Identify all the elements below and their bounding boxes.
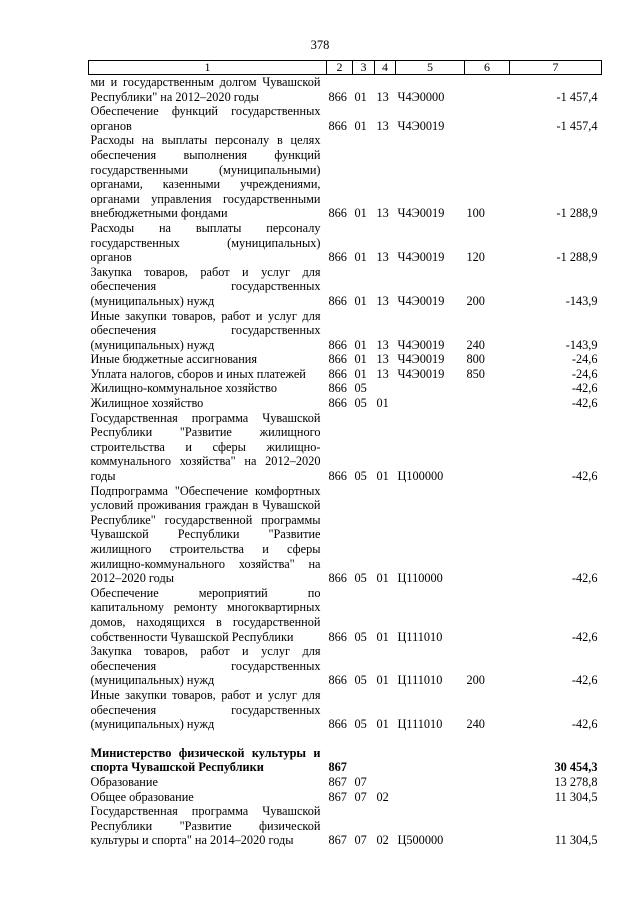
row-csr-code xyxy=(396,396,465,411)
row-sum: -1 288,9 xyxy=(556,250,598,265)
row-name: Расходы на выплаты персоналу государственных (муниципальных) органов xyxy=(90,220,321,265)
row-pr-code: 13 xyxy=(376,293,389,308)
row-csr-code: Ч4Э0000 xyxy=(397,89,445,104)
row-csr-code: Ч4Э0019 xyxy=(397,352,445,367)
row-gr-code: 866 xyxy=(328,89,347,104)
row-sum: 13 278,8 xyxy=(554,774,598,789)
page-number: 378 xyxy=(310,38,330,52)
row-csr-code: Ц500000 xyxy=(397,833,444,848)
table-row xyxy=(89,688,602,732)
spacer-row xyxy=(89,732,602,746)
row-sum: -42,6 xyxy=(571,571,598,586)
table-row xyxy=(89,381,602,396)
row-rz-code: 05 xyxy=(354,381,367,396)
row-name: Обеспечение функций государственных органов xyxy=(90,104,321,133)
row-pr-code: 02 xyxy=(376,789,389,804)
table-row xyxy=(89,265,602,309)
row-sum: -24,6 xyxy=(571,366,598,381)
table-row xyxy=(89,104,602,133)
row-vr-code: 800 xyxy=(466,352,485,367)
row-vr-code xyxy=(465,804,510,848)
row-gr-code: 866 xyxy=(328,352,347,367)
row-csr-code: Ч4Э0019 xyxy=(397,206,445,221)
row-vr-code: 200 xyxy=(466,293,485,308)
row-csr-code: Ц111010 xyxy=(397,673,443,688)
row-vr-code xyxy=(465,75,510,105)
row-gr-code: 867 xyxy=(328,789,347,804)
row-sum: 11 304,5 xyxy=(554,833,598,848)
table-row xyxy=(89,367,602,382)
row-rz-code: 01 xyxy=(354,352,367,367)
row-gr-code: 866 xyxy=(328,337,347,352)
row-name: Расходы на выплаты персоналу в целях обеспечения выполнения функций государственными (муниципальными) органами, казенными учреждениями, органами управления государственными внебюджетными фондами xyxy=(90,133,321,221)
row-rz-code: 05 xyxy=(354,571,367,586)
col-header-1: 1 xyxy=(89,61,327,75)
budget-table xyxy=(88,60,602,848)
row-pr-code: 13 xyxy=(376,352,389,367)
row-rz-code: 05 xyxy=(354,717,367,732)
row-rz-code xyxy=(353,746,375,775)
row-name: Министерство физической культуры и спорта Чувашской Республики xyxy=(90,745,321,775)
row-pr-code: 01 xyxy=(376,629,389,644)
row-pr-code: 13 xyxy=(376,89,389,104)
row-rz-code: 05 xyxy=(354,673,367,688)
table-row xyxy=(89,484,602,586)
row-vr-code xyxy=(465,104,510,133)
row-csr-code: Ч4Э0019 xyxy=(397,250,445,265)
row-gr-code: 866 xyxy=(328,717,347,732)
row-gr-code: 866 xyxy=(328,118,347,133)
row-csr-code: Ч4Э0019 xyxy=(397,293,445,308)
row-name: Образование xyxy=(90,774,158,789)
row-rz-code: 05 xyxy=(354,629,367,644)
row-vr-code xyxy=(465,790,510,805)
row-csr-code xyxy=(396,746,465,775)
row-vr-code: 240 xyxy=(466,337,485,352)
row-vr-code: 120 xyxy=(466,250,485,265)
row-name: Государственная программа Чувашской Республики "Развитие физической культуры и спорта" на 2014–2020 годы xyxy=(90,804,321,848)
row-csr-code: Ц111010 xyxy=(397,629,443,644)
row-vr-code xyxy=(465,484,510,586)
row-gr-code: 866 xyxy=(328,206,347,221)
row-gr-code: 866 xyxy=(328,629,347,644)
col-header-4: 4 xyxy=(375,61,396,75)
row-sum: 30 454,3 xyxy=(554,760,598,775)
row-name: Жилищное хозяйство xyxy=(90,396,204,411)
row-gr-code: 866 xyxy=(328,571,347,586)
row-pr-code: 13 xyxy=(376,366,389,381)
table-row xyxy=(89,790,602,805)
row-vr-code xyxy=(465,746,510,775)
row-rz-code: 05 xyxy=(354,469,367,484)
row-sum: -42,6 xyxy=(571,469,598,484)
row-vr-code xyxy=(465,586,510,644)
row-csr-code: Ц111010 xyxy=(397,717,443,732)
row-name: ми и государственным долгом Чувашской Республики" на 2012–2020 годы xyxy=(90,75,321,104)
table-row xyxy=(89,396,602,411)
col-header-3: 3 xyxy=(353,61,375,75)
row-sum: -42,6 xyxy=(571,396,598,411)
row-gr-code: 866 xyxy=(328,469,347,484)
row-name: Общее образование xyxy=(90,789,194,804)
row-name: Иные закупки товаров, работ и услуг для обеспечения государственных (муниципальных) нужд xyxy=(90,308,321,352)
row-csr-code: Ч4Э0019 xyxy=(397,366,445,381)
row-name: Закупка товаров, работ и услуг для обеспечения государственных (муниципальных) нужд xyxy=(90,264,321,308)
row-rz-code: 01 xyxy=(354,206,367,221)
row-pr-code: 01 xyxy=(376,396,389,411)
row-pr-code: 13 xyxy=(376,250,389,265)
table-row xyxy=(89,75,602,105)
row-rz-code: 01 xyxy=(354,337,367,352)
row-sum: -42,6 xyxy=(571,717,598,732)
row-gr-code: 866 xyxy=(328,366,347,381)
row-pr-code: 13 xyxy=(376,206,389,221)
row-pr-code: 13 xyxy=(376,337,389,352)
row-rz-code: 01 xyxy=(354,250,367,265)
column-number-header xyxy=(89,61,602,75)
table-row xyxy=(89,352,602,367)
row-pr-code xyxy=(375,381,396,396)
row-name: Государственная программа Чувашской Республики "Развитие жилищного строительства и сферы жилищно-коммунального хозяйства" на 2012–2020 годы xyxy=(90,410,321,484)
row-name: Закупка товаров, работ и услуг для обеспечения государственных (муниципальных) нужд xyxy=(90,644,321,688)
row-pr-code: 01 xyxy=(376,469,389,484)
row-rz-code: 07 xyxy=(354,833,367,848)
table-row xyxy=(89,644,602,688)
row-csr-code xyxy=(396,790,465,805)
row-sum: -42,6 xyxy=(571,673,598,688)
row-sum: -143,9 xyxy=(565,293,598,308)
row-csr-code xyxy=(396,381,465,396)
table-row xyxy=(89,586,602,644)
row-csr-code: Ч4Э0019 xyxy=(397,118,445,133)
row-sum: -42,6 xyxy=(571,629,598,644)
row-csr-code xyxy=(396,775,465,790)
row-pr-code: 13 xyxy=(376,118,389,133)
row-name: Подпрограмма "Обеспечение комфортных условий проживания граждан в Чувашской Республике" государственной программы Чувашской Республики "Развитие жилищного строительства и сферы жилищно-коммунального хозяйства" на 2012–2020 годы xyxy=(90,483,321,586)
row-pr-code: 01 xyxy=(376,571,389,586)
row-vr-code: 200 xyxy=(466,673,485,688)
col-header-7: 7 xyxy=(510,61,602,75)
row-rz-code: 07 xyxy=(354,774,367,789)
row-pr-code: 01 xyxy=(376,673,389,688)
row-sum: -1 288,9 xyxy=(556,206,598,221)
row-rz-code: 01 xyxy=(354,293,367,308)
col-header-2: 2 xyxy=(327,61,353,75)
row-sum: -42,6 xyxy=(571,381,598,396)
row-sum: -1 457,4 xyxy=(556,118,598,133)
row-vr-code xyxy=(465,775,510,790)
row-rz-code: 01 xyxy=(354,89,367,104)
row-gr-code: 866 xyxy=(328,381,347,396)
row-csr-code: Ц100000 xyxy=(397,469,444,484)
spacer-cell xyxy=(89,732,602,746)
row-pr-code: 02 xyxy=(376,833,389,848)
row-sum: 11 304,5 xyxy=(554,789,598,804)
row-name: Иные бюджетные ассигнования xyxy=(90,352,258,367)
row-gr-code: 867 xyxy=(328,774,347,789)
table-body xyxy=(89,75,602,848)
row-vr-code: 240 xyxy=(466,717,485,732)
row-vr-code xyxy=(465,411,510,484)
row-gr-code: 867 xyxy=(328,760,347,775)
table-row xyxy=(89,746,602,775)
col-header-6: 6 xyxy=(465,61,510,75)
col-header-5: 5 xyxy=(396,61,465,75)
table-row xyxy=(89,775,602,790)
row-rz-code: 07 xyxy=(354,789,367,804)
row-vr-code: 850 xyxy=(466,366,485,381)
row-gr-code: 866 xyxy=(328,396,347,411)
row-name: Обеспечение мероприятий по капитальному ремонту многоквартирных домов, находящихся в государственной собственности Чувашской Республики xyxy=(90,585,321,644)
row-name: Жилищно-коммунальное хозяйство xyxy=(90,381,278,396)
row-gr-code: 867 xyxy=(328,833,347,848)
row-pr-code xyxy=(375,746,396,775)
row-name: Иные закупки товаров, работ и услуг для обеспечения государственных (муниципальных) нужд xyxy=(90,687,321,732)
row-rz-code: 01 xyxy=(354,118,367,133)
row-sum: -1 457,4 xyxy=(556,89,598,104)
row-csr-code: Ц110000 xyxy=(397,571,443,586)
row-gr-code: 866 xyxy=(328,673,347,688)
table-row xyxy=(89,133,602,221)
row-name: Уплата налогов, сборов и иных платежей xyxy=(90,366,306,381)
row-vr-code xyxy=(465,381,510,396)
table-row xyxy=(89,804,602,848)
row-vr-code: 100 xyxy=(466,206,485,221)
row-rz-code: 01 xyxy=(354,366,367,381)
row-sum: -143,9 xyxy=(565,337,598,352)
row-sum: -24,6 xyxy=(571,352,598,367)
table-row xyxy=(89,221,602,265)
row-gr-code: 866 xyxy=(328,293,347,308)
table-row xyxy=(89,309,602,353)
row-vr-code xyxy=(465,396,510,411)
row-gr-code: 866 xyxy=(328,250,347,265)
row-csr-code: Ч4Э0019 xyxy=(397,337,445,352)
table-row xyxy=(89,411,602,484)
row-rz-code: 05 xyxy=(354,396,367,411)
row-pr-code xyxy=(375,775,396,790)
row-pr-code: 01 xyxy=(376,717,389,732)
